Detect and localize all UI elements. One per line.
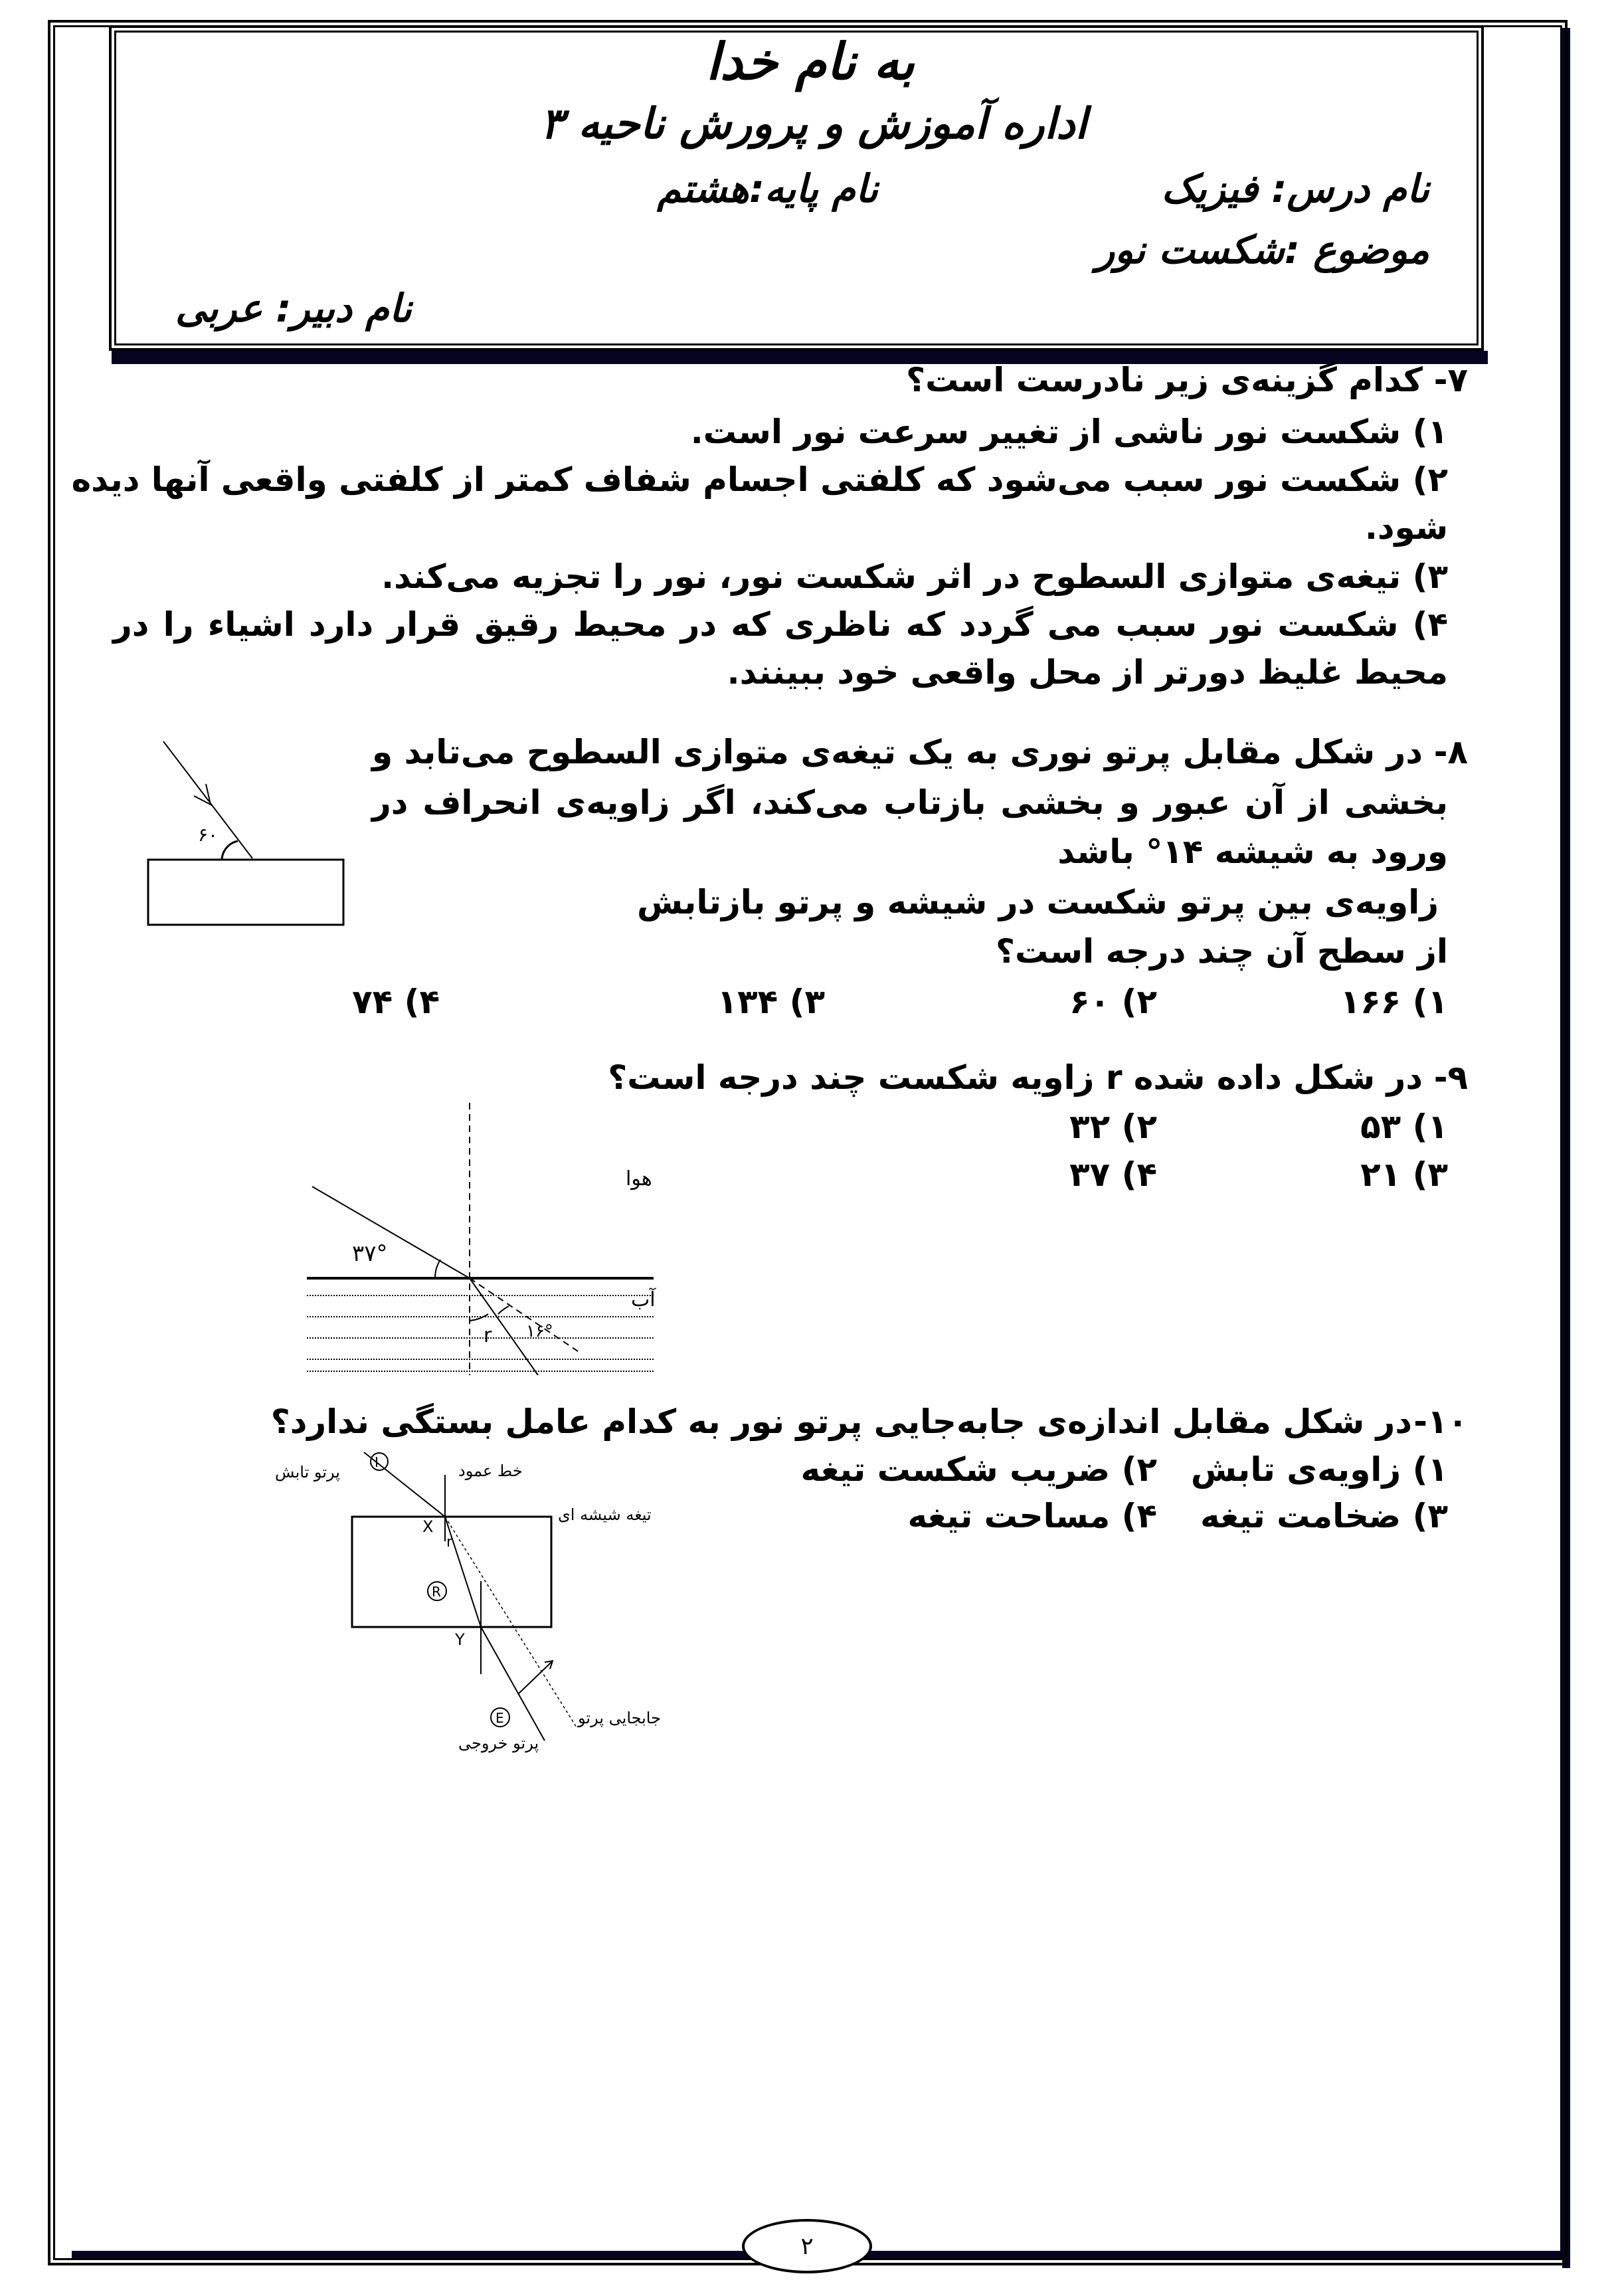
displacement-label: جابجایی پرتو — [578, 1709, 661, 1727]
question-8-line-3: ورود به شیشه ۱۴° باشد — [1057, 832, 1448, 871]
question-8-line-5: از سطح آن چند درجه است؟ — [995, 932, 1448, 971]
incident-ray — [312, 1187, 470, 1278]
question-8-option-1: ۱) ۱۶۶ — [1340, 983, 1448, 1021]
r-label: r — [446, 1534, 453, 1551]
question-7-option-3: ۳) تیغه‌ی متوازی السطوح در اثر شکست نور، نور را تجزیه می‌کند. — [381, 557, 1448, 596]
question-10-option-3: ۳) ضخامت تیغه — [1200, 1497, 1448, 1535]
angle-37-label: ۳۷° — [352, 1240, 388, 1267]
question-8-option-4: ۴) ۷۴ — [352, 983, 440, 1021]
basmala: به نام خدا — [705, 32, 915, 91]
question-8-line-1: در شکل مقابل پرتو نوری به یک تیغه‌ی متوازی السطوح می‌تابد و — [372, 733, 1423, 771]
question-7-option-4-cont: محیط غلیظ دورتر از محل واقعی خود ببینند. — [727, 653, 1448, 692]
question-10-option-2: ۲) ضریب شکست تیغه — [800, 1450, 1157, 1489]
question-7-option-2: ۲) شکست نور سبب می‌شود که کلفتی اجسام شفاف کمتر از کلفتی واقعی آنها دیده — [71, 460, 1448, 499]
extended-ray — [445, 1517, 577, 1727]
glass-slab — [148, 860, 343, 925]
page-number-badge — [742, 2219, 872, 2273]
displacement-arrow — [518, 1662, 551, 1694]
mark-i: I — [375, 1454, 379, 1470]
emergent-ray-label: پرتو خروجی — [458, 1734, 539, 1753]
question-8-option-3: ۳) ۱۳۴ — [717, 983, 825, 1021]
refracted-ray — [445, 1517, 481, 1627]
question-9-option-1: ۱) ۵۳ — [1360, 1107, 1448, 1146]
question-9-number: ۹- — [1433, 1058, 1468, 1097]
angle-16-label: ۱۶° — [526, 1321, 553, 1341]
question-10-text: در شکل مقابل اندازه‌ی جابه‌جایی پرتو نور به کدام عامل بستگی ندارد؟ — [270, 1402, 1412, 1441]
point-y-label: Y — [455, 1630, 465, 1649]
question-9-option-2: ۲) ۳۲ — [1069, 1107, 1157, 1146]
question-10-option-4: ۴) مساحت تیغه — [907, 1497, 1157, 1535]
incident-ray-label: پرتو تابش — [275, 1463, 340, 1482]
question-7-option-1: ۱) شکست نور ناشی از تغییر سرعت نور است. — [690, 413, 1448, 451]
question-9-option-3: ۳) ۲۱ — [1360, 1155, 1448, 1194]
topic: موضوع :شکست نور — [1096, 227, 1429, 272]
question-10-option-1: ۱) زاویه‌ی تابش — [1190, 1450, 1448, 1489]
r-label: r — [484, 1324, 492, 1347]
page-number: ۲ — [800, 2232, 814, 2260]
normal-line-label: خط عمود — [458, 1462, 523, 1480]
angle-arc — [222, 841, 238, 859]
teacher-name: نام دبیر: عربی — [175, 286, 412, 331]
water-label: آب — [631, 1288, 656, 1311]
education-office: اداره آموزش و پرورش ناحیه ۳ — [540, 100, 1087, 149]
question-10-diagram — [266, 1448, 704, 1754]
question-7-option-2-cont: شود. — [1364, 508, 1448, 547]
question-7-number: ۷- — [1433, 361, 1468, 399]
question-8-number: ۸- — [1433, 733, 1468, 771]
mark-e: E — [496, 1710, 504, 1726]
mark-r: R — [432, 1584, 441, 1600]
emergent-ray — [481, 1627, 545, 1741]
question-8-line-4: زاویه‌ی بین پرتو شکست در شیشه و پرتو بازتابش — [636, 883, 1439, 921]
angle-label: ۶۰ — [198, 824, 219, 846]
question-9-diagram — [299, 1103, 671, 1375]
question-10-number: ۱۰- — [1413, 1402, 1468, 1441]
question-9-option-4: ۴) ۳۷ — [1069, 1155, 1157, 1194]
question-8-diagram — [133, 724, 365, 943]
question-8-option-2: ۲) ۶۰ — [1069, 983, 1157, 1021]
grade-name: نام پایه:هشتم — [657, 166, 878, 211]
mark-i-circle — [371, 1453, 388, 1470]
air-label: هوا — [626, 1167, 652, 1191]
point-x-label: X — [422, 1517, 434, 1536]
arrow-icon — [194, 784, 211, 805]
subject-name: نام درس: فیزیک — [1161, 166, 1429, 211]
question-9-text: در شکل داده شده r زاویه شکست چند درجه است؟ — [608, 1058, 1423, 1097]
question-7-text: کدام گزینه‌ی زیر نادرست است؟ — [906, 361, 1423, 399]
question-8-line-2: بخشی از آن عبور و بخشی بازتاب می‌کند، اگر زاویه‌ی انحراف در — [372, 783, 1448, 822]
glass-slab-label: تیغه شیشه ای — [558, 1505, 652, 1524]
question-7-option-4: ۴) شکست نور سبب می گردد که ناظری که در محیط رقیق قرار دارد اشیاء را در — [113, 605, 1448, 644]
glass-slab — [352, 1517, 551, 1627]
